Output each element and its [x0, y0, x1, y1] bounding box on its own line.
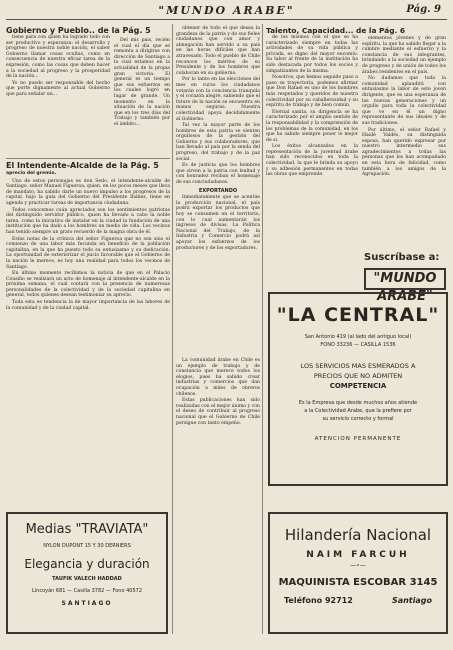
- ad-hilanderia: [268, 512, 448, 634]
- talento-paragraph-1: de los mismos con el que se ha caracterizado siempre en todas las actividades de su vida pública y privada, es digno del mayor encomio. Su labor al frente de la institución ha sido destacada por todos los socios y simpatizantes de la misma.: [266, 35, 358, 74]
- article-talento-cont: [362, 36, 446, 246]
- central-headline-2: PRECIOS QUE NO ADMITEN: [313, 372, 403, 380]
- column-rule: [262, 24, 263, 634]
- headline-intendente: El Intendente-Alcalde de la Pág. 5: [6, 161, 159, 170]
- traviata-title: Medias "TRAVIATA": [25, 522, 149, 537]
- intendente-paragraph-1: Uno de estos personajes es don Sedo, el intendente-alcalde de Santiago, señor Manuel Figueroa, quien, en los pocos meses que lleva de mandato, ha sabido darle un nuevo impulso a los progresos de la capital, bajo la guía del Gobierno del Presidente Ibáñez, tiene en agenda y practicar tareas de importancia ciudadana.: [6, 178, 170, 206]
- central-address: San Antonio 419 (al lado del antiguo local): [304, 334, 412, 340]
- exportando-paragraph-1: Inmediatamente que se acentúe la producción nacional, el país podrá exportar los productos que hoy se consumen en el territorio, con lo cual aumentarán los ingresos de divisas. La Política Nacional del Trabajo, de la Industria y Comercio podrá así apoyar los esfuerzos de los productores y de los exportadores.: [176, 195, 260, 251]
- subhead-exportando: EXPORTANDO: [198, 187, 238, 194]
- traviata-nylon: NYLON DUPONT 15 Y 30 DERNIERS: [43, 543, 131, 549]
- talento-paragraph-4: Los éxitos alcanzados en la representación de la juventud árabe han sido reconocidos en toda la colectividad, la que le brinda su apoyo y su adhesión permanentes en todas las obras que emprende.: [266, 144, 358, 178]
- headline-talento: Talento, Capacidad... de la Pág. 6: [266, 26, 406, 35]
- traviata-city: SANTIAGO: [61, 600, 113, 607]
- divider: [6, 158, 170, 159]
- gobierno-paragraph-1: tiene para con quien ha logrado todo con ser productivo y esperanza: el desarrollo y progreso de nuestra noble nación, el saber Gobierno llamar cosas ocultas, como en consecuencia de nuestra eficaz tarea de la expresión, como las cosas que deben hacer a la sociedad al progreso y la prosperidad de la nación...: [6, 35, 110, 80]
- politica-paragraph-1: obtener de todo el que desea la grandeza de la patria y de sus fieles ciudadanos que con amor y abnegación han servido a su país en las horas difíciles que han atravesado. Todo el pueblo de Chile reconoce los méritos de su Presidente y de los hombres que colaboran en su gobierno.: [176, 26, 260, 76]
- headline-gobierno: Gobierno y Pueblo.. de la Pág. 5: [6, 26, 151, 35]
- talento-paragraph-2: Nosotros, que hemos seguido paso a paso su trayectoria, podemos afirmar que Don Rafael es uno de los hombres más respetados y queridos de nuestra colectividad por su caballerosidad y su espíritu de trabajo y de bien común.: [266, 75, 358, 109]
- gobierno-cont-paragraph: Del mis pais, recién el cual el día que se remonta a dirigirse con dirección de Santiago a la cual estamos en la actualidad de la propia gran victoria. El general es un tiempo que sus esfuerzos en los cuales logró en lugar de grande. Un momento en la situación de la nación que en los tres días del Trabajo y también por el ámbito...: [114, 38, 170, 127]
- mundo-arabe-box: "MUNDO ARABE": [364, 268, 446, 290]
- hilanderia-footer-row: [270, 596, 446, 605]
- article-gobierno-cont: [114, 38, 170, 156]
- article-politica: [176, 26, 260, 356]
- subscribe-label: Suscríbase a:: [364, 252, 440, 263]
- header-rule: [6, 19, 447, 20]
- central-headline-3: COMPETENCIA: [329, 382, 387, 390]
- central-body-1: Es la Empresa que desde muchos años atiende: [298, 400, 418, 406]
- ad-la-central: [268, 292, 448, 486]
- intendente-sub: aprecio del gremio.: [6, 171, 57, 176]
- politica-paragraph-4: Es de justicia que los hombres que sirven a la patria con lealtad y con honradez reciban el homenaje de sus conciudadanos.: [176, 163, 260, 186]
- intendente-paragraph-3: Estas notas de la crónica del señor Figueroa que no son sino el comienzo de una labor más fecunda en beneficio de la población capitalina, en la que ha puesto todo su entusiasmo y su dedicación. La oportunidad de exteriorizar el juicio favorable que el Gobierno de la nación le merece, es hoy una realidad para todos los vecinos de Santiago.: [6, 236, 170, 270]
- masthead: "MUNDO ARABE": [158, 4, 295, 17]
- exportando-paragraph-3: Estas publicaciones han sido realizadas con el mejor ánimo y con el deseo de contribuir al progreso nacional que el Gobierno de Chile persigue con tanto empeño.: [176, 398, 260, 426]
- traviata-contact: Lincoyán 681 — Casilla 3782 — Fono 40572: [31, 588, 143, 594]
- central-footer: ATENCION PERMANENTE: [314, 436, 402, 442]
- talento-cont-paragraph-3: Por último, el señor Rafael y Haidé Valdés, su distinguida esposa, han querido expresar por nuestro intermedio sus agradecimientos a todas las personas que los han acompañado en esta hora de felicidad, como también a los amigos de la Agrupación.: [362, 127, 446, 178]
- hilanderia-address: MAQUINISTA ESCOBAR 3145: [278, 577, 438, 588]
- central-body-2: a la Colectividad Arabe, que la prefiere por: [304, 408, 412, 414]
- hilanderia-owner: NAIM FARCUH: [306, 550, 410, 560]
- intendente-paragraph-2: Todos conocemos cuán apreciados son los sentimientos patriotas del distinguido servidor público, quien ha llevado a cabo la noble tarea, como la iniciativa de instalar en la ciudad la fundación de una institución que ha dado a los hombres un medio de vida. Los vecinos han tenido siempre un grato recuerdo de la magna obra de él.: [6, 207, 170, 235]
- hilanderia-title: Hilandería Nacional: [284, 526, 432, 544]
- intendente-paragraph-5: Toda esta es tendencia la de mayor importancia de las labores de la comunidad y de la ciudad capital.: [6, 300, 170, 311]
- gobierno-paragraph-2: Yo no puedo ser responsable del hecho que porte dignamente al actual Gobierno que para señalar un...: [6, 80, 110, 97]
- central-phone: FONO 33236 — CASILLA 1536: [320, 342, 396, 348]
- talento-paragraph-3: Eternal sanita, su dirigencia se ha caracterizado por el amplio sentido de la responsabilidad y la comprensión de los problemas de la comunidad, en los que ha sabido siempre poner lo mejor de sí.: [266, 109, 358, 143]
- talento-cont-paragraph-2: No dudamos que toda la comunidad aplaudirá con entusiasmo la labor de este joven dirigente, que es una esperanza de las nuevas generaciones y un orgullo para toda la colectividad que ve en él un digno representante de sus ideales y de sus tradiciones.: [362, 76, 446, 126]
- traviata-tagline: Elegancia y duración: [24, 557, 150, 571]
- traviata-owner: TAUFIK VALECH HADDAD: [52, 576, 122, 582]
- central-title: "LA CENTRAL": [276, 304, 440, 326]
- page-number: Pág. 9: [406, 4, 441, 15]
- column-rule: [172, 24, 173, 634]
- page-header: [0, 0, 453, 22]
- exportando-paragraph-2: La comunidad árabe en Chile es un ejemplo de trabajo y de constancia que merece todos los elogios, pues ha sabido crear industrias y comercios que dan ocupación a miles de obreros chilenos.: [176, 358, 260, 397]
- ornament-divider: —∘—: [350, 562, 366, 569]
- politica-paragraph-2: Por lo tanto en las elecciones del mes en curso los ciudadanos votarán con la conciencia tranquila y el corazón alegre, sabiendo que el futuro de la nación se encuentra en manos seguras. Nuestra colectividad apoya decididamente al Gobierno.: [176, 77, 260, 122]
- ad-traviata: [6, 512, 168, 634]
- hilanderia-phone: Teléfono 92712: [284, 596, 353, 605]
- hilanderia-city: Santiago: [391, 596, 432, 605]
- intendente-paragraph-4: En último momento recibimos la noticia de que en el Palacio Cousiño se realizará un acto de homenaje al intendente-alcalde en la próxima semana, el cual contará con la presencia de numerosas personalidades de la colectividad y de la sociedad capitalina en general, todos quienes desean testimoniar su aprecio.: [6, 271, 170, 299]
- central-body-3: su servicio correcto y formal: [322, 416, 394, 422]
- central-headline-1: LOS SERVICIOS MAS ESMERADOS A: [300, 362, 416, 370]
- politica-paragraph-3: Tal vez la mayor parte de los hombres de esta patria se sienten orgullosos de la gestión del Gobierno y sus colaboradores, que han llevado al país por la senda del progreso, del trabajo y de la paz social.: [176, 123, 260, 162]
- talento-cont-paragraph-1: elementos jóvenes y de gran espíritu, la que ha sabido llegar a la cumbre mediante el esfuerzo y la constancia de sus integrantes, brindando a la sociedad un ejemplo de progreso y de unión de todos los árabes residentes en el país.: [362, 36, 446, 75]
- article-exportando: [176, 358, 260, 628]
- article-intendente: [6, 161, 170, 506]
